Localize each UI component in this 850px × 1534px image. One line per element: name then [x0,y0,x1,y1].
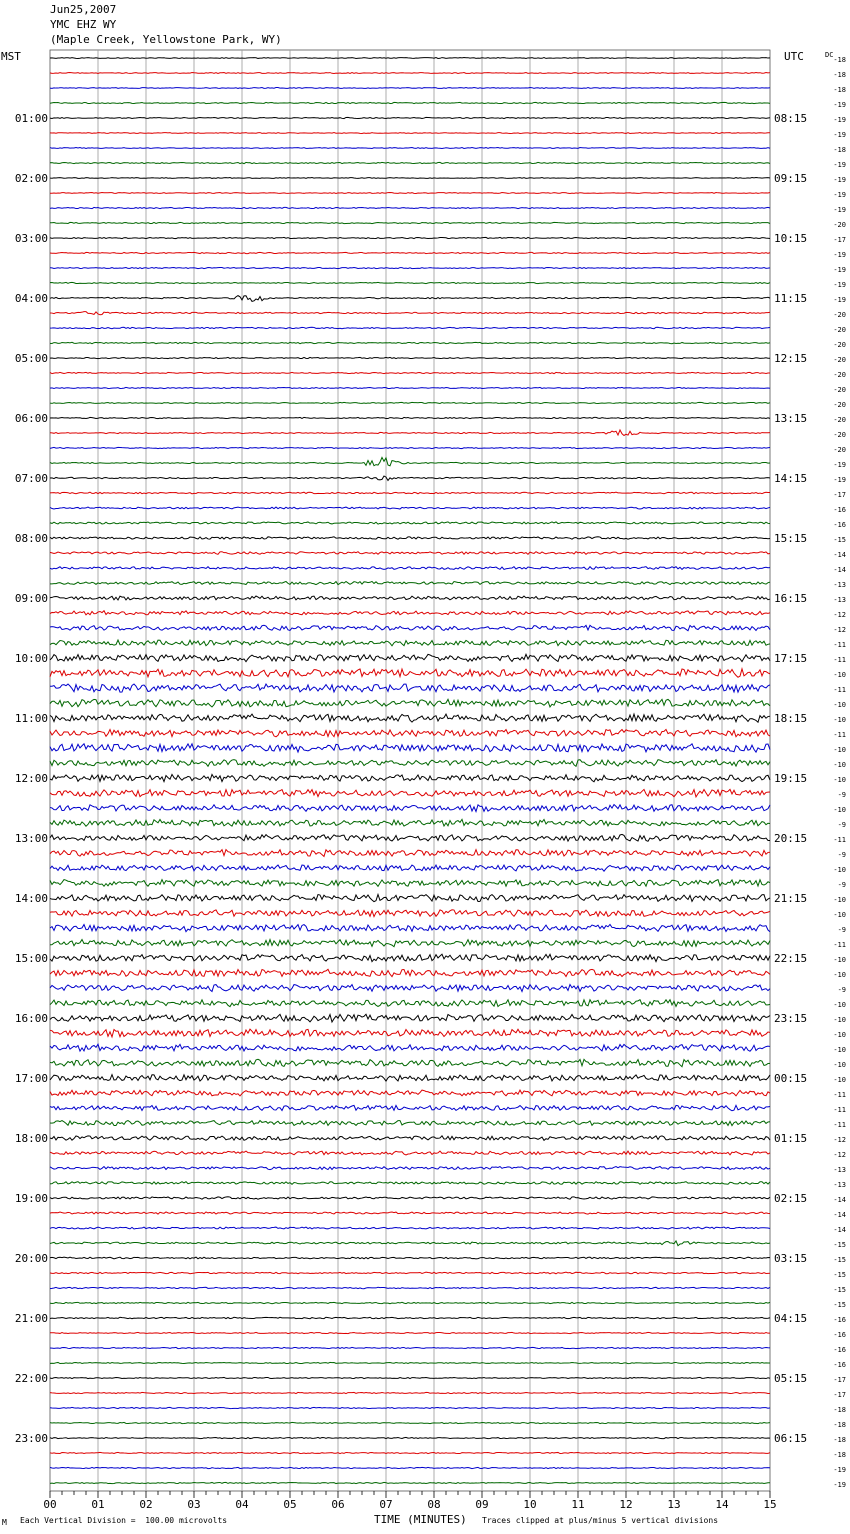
dc-offset-label: -10 [833,971,846,979]
trace-row-26 [50,447,770,448]
trace-row-38 [50,625,770,630]
dc-offset-label: -19 [833,281,846,289]
left-hour-label: 10:00 [14,652,48,665]
dc-offset-label: -19 [833,461,846,469]
left-hour-label: 22:00 [14,1372,48,1385]
trace-row-5 [50,133,770,134]
trace-row-20 [50,357,770,358]
trace-row-41 [50,669,770,677]
right-hour-label: 01:15 [774,1132,808,1145]
left-timezone-label: MST [1,50,21,63]
dc-offset-label: -19 [833,131,846,139]
trace-row-65 [50,1029,770,1037]
trace-row-72 [50,1136,770,1141]
trace-row-39 [50,640,770,646]
right-hour-label: 16:15 [774,592,808,605]
dc-offset-label: -11 [833,1121,846,1129]
trace-row-22 [50,387,770,388]
trace-row-78 [50,1227,770,1229]
trace-row-89 [50,1392,770,1393]
trace-row-10 [50,207,770,208]
dc-offset-label: -18 [833,146,846,154]
right-hour-label: 02:15 [774,1192,808,1205]
trace-row-36 [50,596,770,600]
right-hour-label: 17:15 [774,652,808,665]
trace-row-47 [50,760,770,767]
right-hour-label: 06:15 [774,1432,808,1445]
left-hour-label: 18:00 [14,1132,48,1145]
right-hour-label: 11:15 [774,292,808,305]
dc-offset-label: -19 [833,1481,846,1489]
dc-offset-label: -20 [833,371,846,379]
dc-offset-label: -19 [833,296,846,304]
trace-row-91 [50,1422,770,1423]
trace-row-12 [50,237,770,238]
dc-offset-label: -13 [833,1181,846,1189]
dc-offset-label: -19 [833,101,846,109]
trace-row-95 [50,1482,770,1483]
dc-offset-label: -17 [833,491,846,499]
trace-row-81 [50,1272,770,1274]
left-hour-label: 14:00 [14,892,48,905]
x-tick-label: 06 [331,1498,345,1511]
dc-offset-label: -18 [833,1421,846,1429]
trace-row-69 [50,1090,770,1096]
trace-row-13 [50,252,770,253]
right-hour-label: 09:15 [774,172,808,185]
trace-row-90 [50,1407,770,1408]
trace-row-19 [50,342,770,343]
header-location: (Maple Creek, Yellowstone Park, WY) [50,33,282,46]
x-tick-label: 12 [619,1498,633,1511]
right-hour-label: 19:15 [774,772,808,785]
plot-frame [50,50,770,1491]
left-hour-label: 07:00 [14,472,48,485]
dc-offset-label: -10 [833,746,846,754]
dc-offset-label: -10 [833,1046,846,1054]
dc-offset-label: -14 [833,1211,846,1219]
dc-offset-label: -20 [833,446,846,454]
dc-offset-label: -18 [833,56,846,64]
trace-row-68 [50,1075,770,1081]
trace-row-2 [50,88,770,89]
trace-row-58 [50,924,770,931]
trace-row-29 [50,492,770,494]
trace-row-88 [50,1377,770,1378]
header-date: Jun25,2007 [50,3,117,16]
dc-offset-label: -17 [833,1391,846,1399]
right-hour-label: 20:15 [774,832,808,845]
trace-row-0 [50,58,770,59]
left-hour-label: 12:00 [14,772,48,785]
dc-offset-label: -19 [833,476,846,484]
right-hour-label: 23:15 [774,1012,808,1025]
right-hour-label: 10:15 [774,232,808,245]
dc-offset-label: -10 [833,1061,846,1069]
trace-row-87 [50,1362,770,1363]
dc-offset-label: -11 [833,836,846,844]
dc-header-label: DC [825,51,834,59]
dc-offset-label: -20 [833,326,846,334]
dc-offset-label: -10 [833,716,846,724]
left-hour-label: 21:00 [14,1312,48,1325]
dc-offset-label: -15 [833,536,846,544]
x-tick-label: 08 [427,1498,441,1511]
trace-row-62 [50,985,770,992]
trace-row-71 [50,1121,770,1126]
dc-offset-label: -20 [833,356,846,364]
x-tick-label: 14 [715,1498,729,1511]
trace-row-59 [50,940,770,947]
dc-offset-label: -10 [833,806,846,814]
dc-offset-label: -10 [833,1016,846,1024]
trace-row-4 [50,117,770,118]
dc-offset-label: -13 [833,581,846,589]
dc-offset-label: -15 [833,1256,846,1264]
dc-offset-label: -20 [833,401,846,409]
dc-offset-label: -10 [833,701,846,709]
x-tick-label: 04 [235,1498,249,1511]
dc-offset-label: -14 [833,566,846,574]
dc-offset-label: -9 [837,986,846,994]
dc-offset-label: -11 [833,1091,846,1099]
dc-offset-label: -19 [833,251,846,259]
x-tick-label: 01 [91,1498,105,1511]
right-hour-label: 22:15 [774,952,808,965]
dc-offset-label: -14 [833,1226,846,1234]
dc-offset-label: -20 [833,431,846,439]
dc-offset-label: -11 [833,941,846,949]
trace-row-53 [50,850,770,857]
trace-row-18 [50,327,770,328]
right-hour-label: 12:15 [774,352,808,365]
x-tick-label: 02 [139,1498,153,1511]
trace-row-63 [50,1000,770,1007]
dc-offset-label: -9 [837,851,846,859]
dc-offset-label: -19 [833,161,846,169]
trace-row-46 [50,744,770,752]
dc-offset-label: -18 [833,71,846,79]
dc-offset-label: -17 [833,1376,846,1384]
trace-row-57 [50,910,770,917]
trace-row-93 [50,1452,770,1453]
x-axis-title: TIME (MINUTES) [374,1513,467,1526]
right-hour-label: 14:15 [774,472,808,485]
dc-offset-label: -11 [833,686,846,694]
trace-row-17 [50,312,770,315]
seismic-traces [50,58,770,1484]
dc-offset-label: -18 [833,1406,846,1414]
trace-row-80 [50,1257,770,1259]
dc-offset-label: -20 [833,341,846,349]
trace-row-74 [50,1167,770,1170]
x-tick-label: 15 [763,1498,777,1511]
trace-row-84 [50,1317,770,1318]
dc-offset-label: -9 [837,926,846,934]
left-hour-label: 15:00 [14,952,48,965]
left-hour-label: 20:00 [14,1252,48,1265]
dc-offset-label: -19 [833,206,846,214]
left-hour-label: 19:00 [14,1192,48,1205]
dc-offset-label: -16 [833,521,846,529]
dc-offset-label: -9 [837,791,846,799]
trace-row-31 [50,522,770,524]
dc-offset-label: -18 [833,1451,846,1459]
dc-offset-label: -9 [837,821,846,829]
right-hour-label: 15:15 [774,532,808,545]
trace-row-82 [50,1287,770,1288]
dc-offset-label: -10 [833,911,846,919]
left-hour-label: 01:00 [14,112,48,125]
dc-offset-label: -14 [833,551,846,559]
trace-row-25 [50,430,770,435]
trace-row-34 [50,567,770,570]
dc-offset-label: -19 [833,176,846,184]
left-hour-label: 17:00 [14,1072,48,1085]
trace-row-3 [50,102,770,103]
left-hour-label: 23:00 [14,1432,48,1445]
trace-row-94 [50,1467,770,1468]
trace-row-92 [50,1437,770,1438]
trace-row-24 [50,417,770,418]
x-tick-label: 00 [43,1498,57,1511]
dc-offset-label: -19 [833,116,846,124]
dc-offset-label: -16 [833,1331,846,1339]
dc-offset-label: -13 [833,1166,846,1174]
dc-offset-label: -20 [833,416,846,424]
time-gridlines [50,50,770,1491]
dc-offset-label: -10 [833,1076,846,1084]
trace-row-7 [50,162,770,163]
trace-row-23 [50,402,770,403]
dc-offset-label: -10 [833,866,846,874]
trace-row-75 [50,1182,770,1185]
dc-offset-label: -10 [833,956,846,964]
trace-row-14 [50,267,770,268]
trace-row-61 [50,969,770,976]
trace-row-55 [50,880,770,887]
left-hour-label: 05:00 [14,352,48,365]
scale-note: Each Vertical Division = 100.00 microvolts [20,1516,228,1525]
trace-row-37 [50,611,770,615]
trace-row-51 [50,819,770,826]
dc-offset-label: -17 [833,236,846,244]
trace-row-30 [50,507,770,509]
dc-offset-label: -19 [833,1466,846,1474]
trace-row-49 [50,789,770,796]
dc-offset-label: -10 [833,896,846,904]
dc-offset-label: -20 [833,386,846,394]
left-hour-label: 04:00 [14,292,48,305]
trace-row-44 [50,714,770,722]
trace-row-21 [50,372,770,373]
left-hour-label: 09:00 [14,592,48,605]
trace-row-73 [50,1151,770,1155]
trace-row-54 [50,865,770,871]
trace-row-64 [50,1014,770,1022]
dc-offset-label: -15 [833,1271,846,1279]
x-tick-label: 10 [523,1498,537,1511]
dc-offset-label: -11 [833,656,846,664]
x-tick-label: 11 [571,1498,585,1511]
trace-row-6 [50,148,770,149]
dc-offset-label: -20 [833,221,846,229]
left-hour-label: 16:00 [14,1012,48,1025]
dc-offset-label: -10 [833,1001,846,1009]
dc-offset-label: -10 [833,671,846,679]
trace-row-60 [50,954,770,961]
left-hour-label: 11:00 [14,712,48,725]
dc-offset-label: -15 [833,1241,846,1249]
trace-row-42 [50,684,770,692]
left-hour-label: 08:00 [14,532,48,545]
right-hour-label: 13:15 [774,412,808,425]
trace-row-15 [50,282,770,283]
trace-row-1 [50,72,770,73]
dc-offset-label: -20 [833,311,846,319]
clip-note: Traces clipped at plus/minus 5 vertical divisions [482,1516,719,1525]
x-tick-label: 13 [667,1498,681,1511]
trace-row-86 [50,1347,770,1348]
trace-row-79 [50,1241,770,1246]
x-tick-label: 07 [379,1498,393,1511]
dc-offset-label: -19 [833,266,846,274]
dc-offset-label: -16 [833,1361,846,1369]
dc-offset-label: -10 [833,761,846,769]
plot-labels [15,51,846,1511]
dc-offset-label: -12 [833,626,846,634]
dc-offset-label: -15 [833,1301,846,1309]
x-tick-label: 09 [475,1498,489,1511]
dc-offset-label: -9 [837,881,846,889]
left-hour-label: 13:00 [14,832,48,845]
trace-row-67 [50,1059,770,1066]
x-tick-label: 05 [283,1498,297,1511]
dc-offset-label: -12 [833,1136,846,1144]
trace-row-66 [50,1044,770,1051]
right-hour-label: 21:15 [774,892,808,905]
trace-row-45 [50,729,770,736]
trace-row-27 [50,457,770,465]
trace-row-33 [50,552,770,555]
dc-offset-label: -16 [833,1346,846,1354]
dc-offset-label: -12 [833,1151,846,1159]
dc-offset-label: -10 [833,1031,846,1039]
trace-row-11 [50,222,770,223]
dc-offset-label: -16 [833,1316,846,1324]
trace-row-85 [50,1332,770,1333]
trace-row-9 [50,192,770,193]
left-hour-label: 06:00 [14,412,48,425]
trace-row-70 [50,1105,770,1110]
dc-offset-label: -19 [833,191,846,199]
right-hour-label: 05:15 [774,1372,808,1385]
right-timezone-label: UTC [784,50,804,63]
trace-row-83 [50,1302,770,1303]
right-hour-label: 08:15 [774,112,808,125]
dc-offset-label: -11 [833,731,846,739]
dc-offset-label: -13 [833,596,846,604]
dc-offset-label: -10 [833,776,846,784]
trace-row-48 [50,774,770,781]
left-hour-label: 03:00 [14,232,48,245]
trace-row-32 [50,537,770,539]
trace-row-8 [50,177,770,178]
header-station: YMC EHZ WY [50,18,117,31]
right-hour-label: 03:15 [774,1252,808,1265]
dc-offset-label: -11 [833,641,846,649]
trace-row-43 [50,699,770,707]
dc-offset-label: -14 [833,1196,846,1204]
footer-mark: M [2,1518,7,1527]
trace-row-16 [50,296,770,302]
right-hour-label: 00:15 [774,1072,808,1085]
trace-row-40 [50,654,770,661]
dc-offset-label: -18 [833,1436,846,1444]
trace-row-76 [50,1197,770,1199]
dc-offset-label: -11 [833,1106,846,1114]
right-hour-label: 04:15 [774,1312,808,1325]
left-hour-label: 02:00 [14,172,48,185]
dc-offset-label: -15 [833,1286,846,1294]
trace-row-56 [50,894,770,901]
dc-offset-label: -12 [833,611,846,619]
x-tick-label: 03 [187,1498,201,1511]
trace-row-28 [50,476,770,480]
trace-row-35 [50,581,770,584]
trace-row-77 [50,1212,770,1214]
dc-offset-label: -18 [833,86,846,94]
trace-row-52 [50,834,770,841]
dc-offset-label: -16 [833,506,846,514]
trace-row-50 [50,805,770,812]
right-hour-label: 18:15 [774,712,808,725]
